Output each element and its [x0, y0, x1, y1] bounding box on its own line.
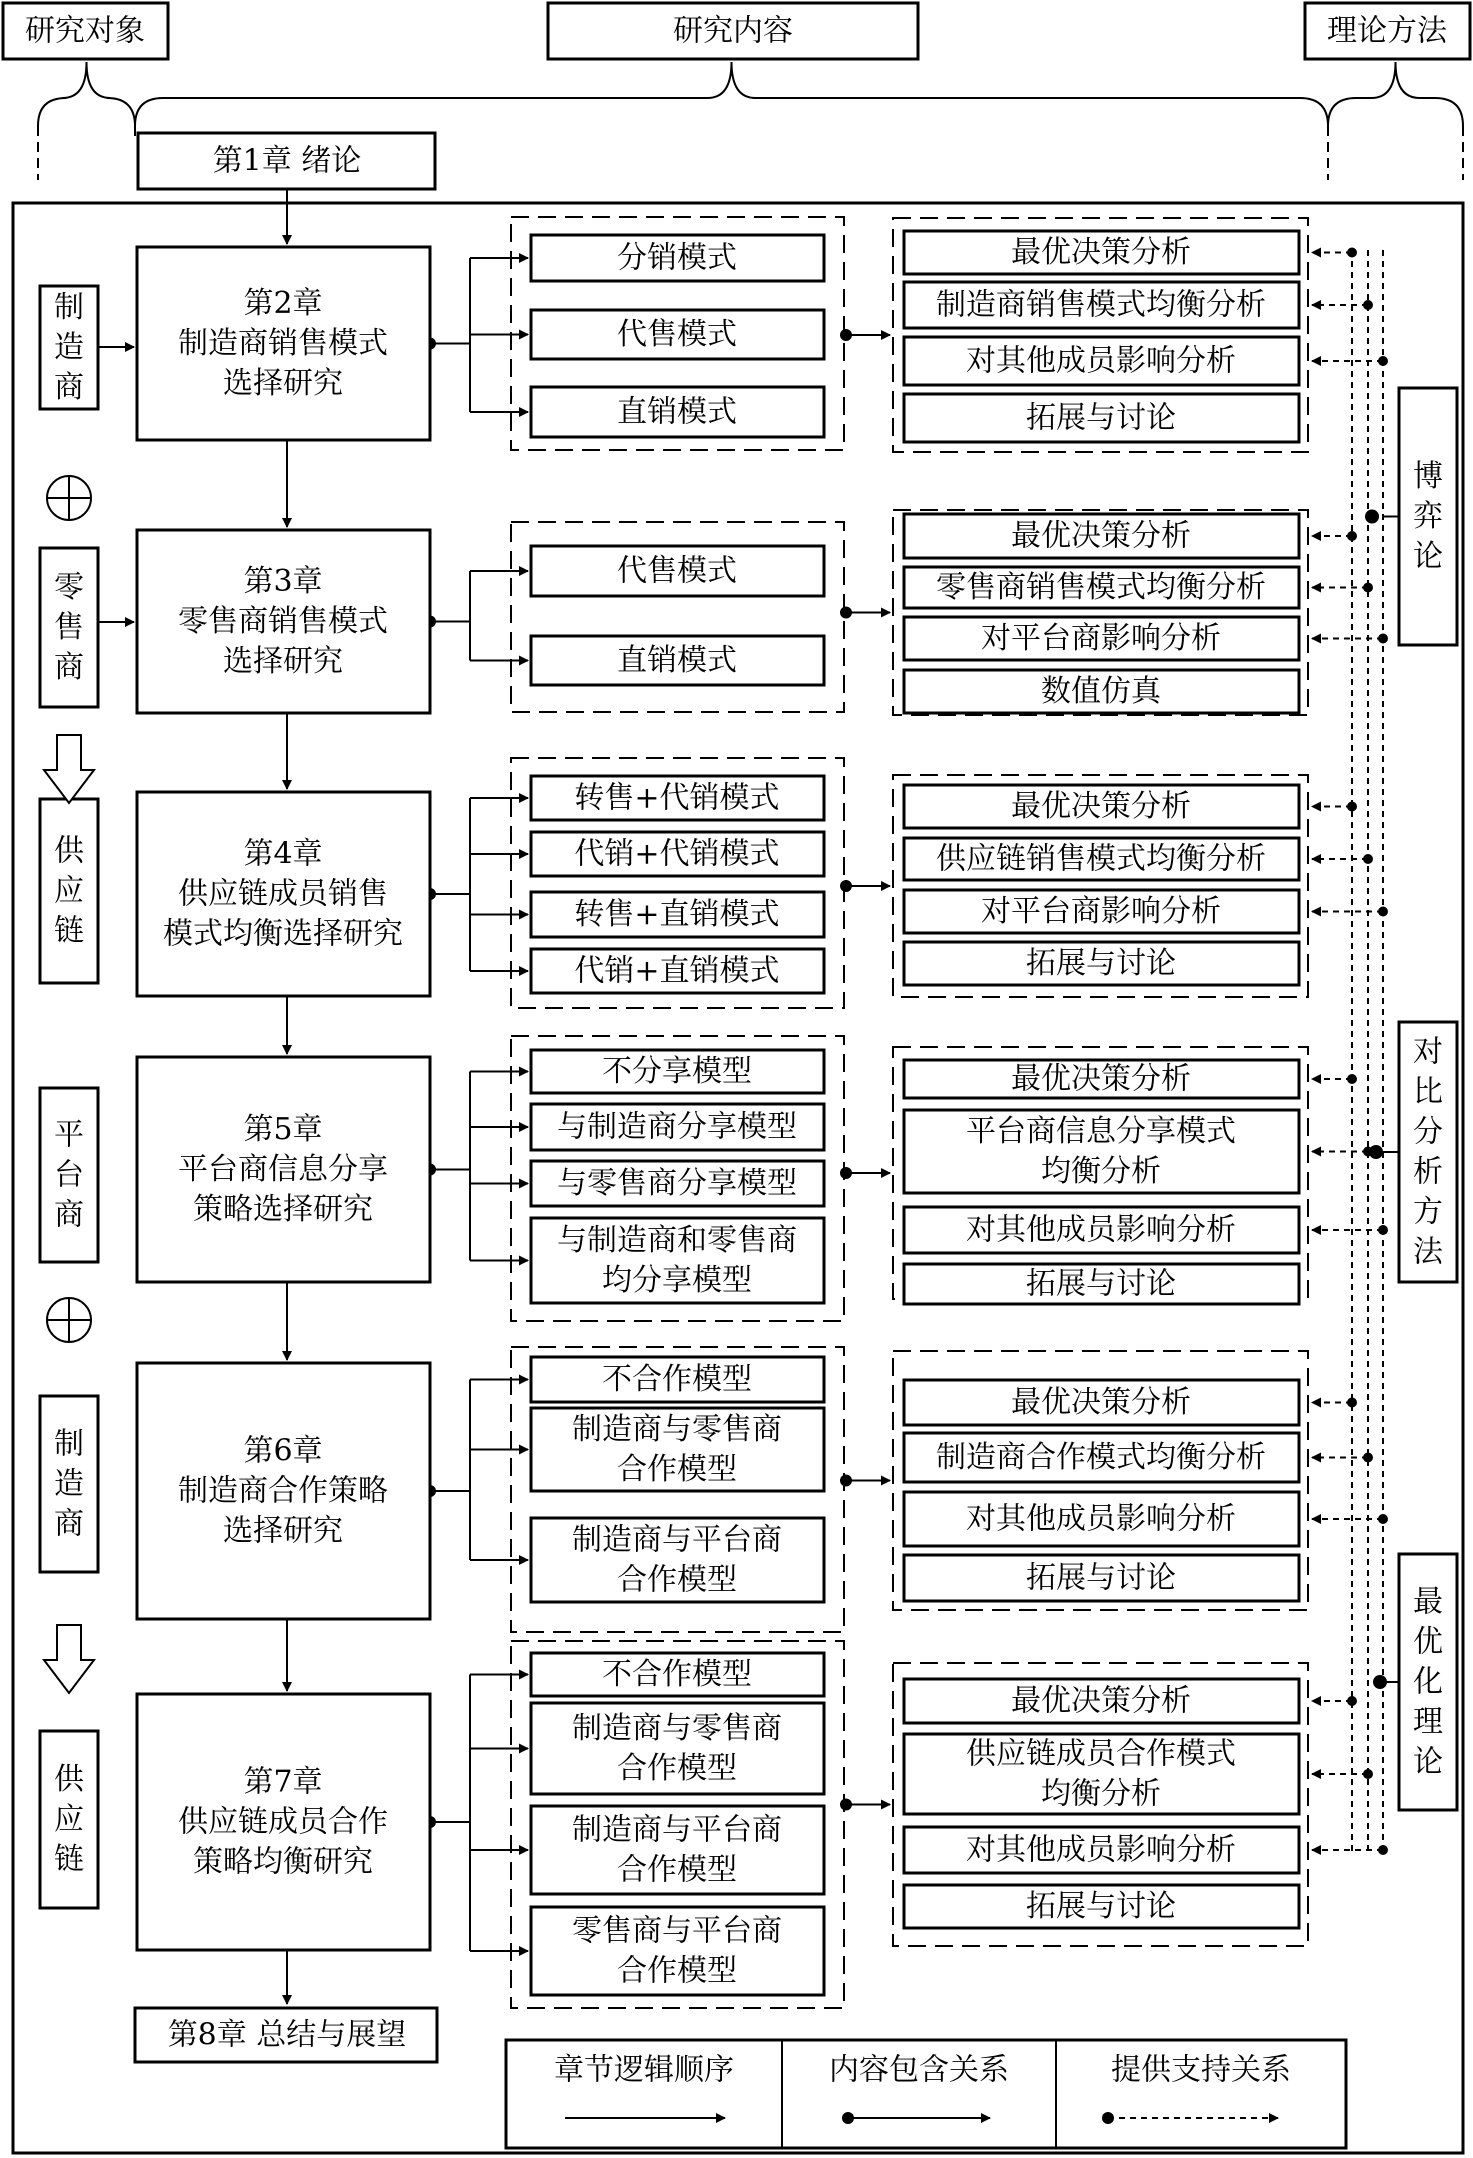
- object-label: 商: [54, 1197, 84, 1233]
- method-label: 方: [1413, 1194, 1443, 1230]
- analysis-label: 拓展与讨论: [1026, 946, 1176, 981]
- model-label: 合作模型: [617, 1953, 737, 1989]
- method-label: 最: [1413, 1584, 1443, 1620]
- method-label: 论: [1413, 1744, 1443, 1780]
- chapter-title: 供应链成员销售: [178, 876, 388, 912]
- model-label: 代销+代销模式: [574, 836, 780, 872]
- chapter-title: 制造商合作策略: [178, 1473, 388, 1509]
- chapter-title: 制造商销售模式: [178, 326, 388, 361]
- analysis-label: 平台商信息分享模式: [966, 1114, 1236, 1149]
- model-label: 代销+直销模式: [574, 953, 780, 989]
- analysis-label: 最优决策分析: [1011, 1683, 1191, 1719]
- chapter-title: 策略选择研究: [193, 1192, 373, 1227]
- analysis-label: 数值仿真: [1041, 674, 1161, 709]
- analysis-label: 对平台商影响分析: [981, 621, 1221, 656]
- object-label: 商: [54, 650, 84, 685]
- analysis-label: 均衡分析: [1041, 1776, 1161, 1812]
- model-label: 合作模型: [617, 1562, 737, 1598]
- analysis-label: 制造商合作模式均衡分析: [936, 1440, 1266, 1475]
- model-label: 直销模式: [617, 394, 737, 430]
- object-label: 制: [54, 1426, 84, 1462]
- analysis-label: 对平台商影响分析: [981, 894, 1221, 929]
- model-label: 不合作模型: [602, 1362, 752, 1397]
- model-label: 制造商与零售商: [572, 1412, 782, 1447]
- model-label: 合作模型: [617, 1751, 737, 1786]
- analysis-label: 对其他成员影响分析: [966, 1212, 1236, 1248]
- operator-down-arrow: [44, 1625, 94, 1693]
- brace-methods: [1328, 62, 1463, 126]
- legend-supports-label: 提供支持关系: [1111, 2052, 1291, 2088]
- object-label: 台: [54, 1157, 84, 1193]
- method-label: 分: [1413, 1114, 1443, 1150]
- chapter-title: 第6章: [243, 1433, 323, 1469]
- model-label: 代售模式: [617, 317, 737, 352]
- analysis-label: 拓展与讨论: [1026, 400, 1176, 436]
- chapter-title: 第3章: [243, 564, 323, 599]
- method-label: 法: [1413, 1234, 1443, 1270]
- object-label: 供: [54, 833, 84, 869]
- chapter-title: 第2章: [243, 286, 323, 321]
- method-label: 化: [1413, 1664, 1443, 1700]
- object-label: 造: [54, 330, 84, 365]
- chapter-title: 选择研究: [223, 1513, 343, 1549]
- analysis-label: 最优决策分析: [1011, 235, 1191, 270]
- legend-contains-label: 内容包含关系: [829, 2052, 1009, 2088]
- chapter-title: 策略均衡研究: [193, 1844, 373, 1880]
- header-content-label: 研究内容: [673, 13, 793, 49]
- object-label: 商: [54, 370, 84, 405]
- analysis-label: 对其他成员影响分析: [966, 343, 1236, 379]
- object-label: 链: [54, 1842, 84, 1877]
- object-label: 造: [54, 1466, 84, 1502]
- analysis-label: 零售商销售模式均衡分析: [936, 570, 1266, 605]
- chapter-title: 模式均衡选择研究: [163, 916, 403, 952]
- model-label: 转售+代销模式: [574, 780, 780, 816]
- analysis-label: 最优决策分析: [1011, 1061, 1191, 1097]
- model-label: 不分享模型: [602, 1054, 752, 1089]
- model-label: 合作模型: [617, 1452, 737, 1487]
- object-label: 零: [54, 570, 84, 605]
- model-label: 分销模式: [617, 240, 737, 276]
- object-label: 商: [54, 1506, 84, 1542]
- object-label: 应: [54, 1802, 84, 1837]
- method-label: 对: [1413, 1034, 1443, 1070]
- object-label: 供: [54, 1762, 84, 1797]
- analysis-label: 均衡分析: [1041, 1154, 1161, 1189]
- model-label: 代售模式: [617, 553, 737, 589]
- analysis-label: 制造商销售模式均衡分析: [936, 287, 1266, 323]
- chapter-title: 第5章: [243, 1112, 323, 1147]
- object-label: 售: [54, 610, 84, 645]
- analysis-label: 拓展与讨论: [1026, 1266, 1176, 1302]
- chapter-title: 第4章: [243, 836, 323, 872]
- model-label: 合作模型: [617, 1852, 737, 1888]
- analysis-label: 供应链成员合作模式: [966, 1736, 1236, 1772]
- analysis-label: 对其他成员影响分析: [966, 1501, 1236, 1537]
- analysis-label: 最优决策分析: [1011, 789, 1191, 824]
- chapter8-label: 第8章 总结与展望: [167, 2017, 407, 2053]
- chapter-title: 供应链成员合作: [178, 1804, 388, 1840]
- chapter1-label: 第1章 绪论: [212, 143, 362, 179]
- method-label: 论: [1413, 539, 1443, 574]
- chapter-title: 零售商销售模式: [178, 604, 388, 639]
- header-objects-label: 研究对象: [25, 13, 145, 49]
- model-label: 直销模式: [617, 643, 737, 678]
- model-label: 与制造商分享模型: [557, 1109, 797, 1145]
- legend-sequence-label: 章节逻辑顺序: [554, 2052, 734, 2088]
- model-label: 与制造商和零售商: [557, 1223, 797, 1258]
- object-label: 平: [54, 1117, 84, 1153]
- chapter-title: 平台商信息分享: [178, 1152, 388, 1187]
- method-label: 理: [1413, 1704, 1443, 1740]
- chapter-title: 第7章: [243, 1764, 323, 1800]
- brace-objects: [38, 62, 135, 126]
- chapter-title: 选择研究: [223, 366, 343, 401]
- model-label: 转售+直销模式: [574, 897, 780, 932]
- analysis-label: 对其他成员影响分析: [966, 1832, 1236, 1868]
- method-label: 弈: [1413, 499, 1443, 534]
- model-label: 制造商与平台商: [572, 1812, 782, 1848]
- analysis-label: 最优决策分析: [1011, 518, 1191, 554]
- object-label: 应: [54, 873, 84, 909]
- method-label: 优: [1413, 1624, 1443, 1660]
- brace-content: [135, 62, 1328, 126]
- header-methods-label: 理论方法: [1327, 13, 1447, 49]
- analysis-label: 拓展与讨论: [1026, 1889, 1176, 1924]
- analysis-label: 拓展与讨论: [1026, 1560, 1176, 1596]
- model-label: 不合作模型: [602, 1657, 752, 1692]
- analysis-label: 供应链销售模式均衡分析: [936, 841, 1266, 877]
- object-label: 链: [54, 913, 84, 949]
- method-label: 比: [1413, 1074, 1443, 1110]
- model-label: 均分享模型: [602, 1263, 752, 1298]
- model-label: 零售商与平台商: [572, 1913, 782, 1949]
- model-label: 与零售商分享模型: [557, 1166, 797, 1201]
- object-label: 制: [54, 290, 84, 325]
- operator-down-arrow: [44, 735, 94, 803]
- method-label: 析: [1413, 1154, 1443, 1190]
- support-dot: [1365, 510, 1379, 524]
- method-label: 博: [1413, 459, 1443, 494]
- model-label: 制造商与平台商: [572, 1522, 782, 1558]
- model-label: 制造商与零售商: [572, 1711, 782, 1746]
- chapter-title: 选择研究: [223, 644, 343, 679]
- analysis-label: 最优决策分析: [1011, 1385, 1191, 1420]
